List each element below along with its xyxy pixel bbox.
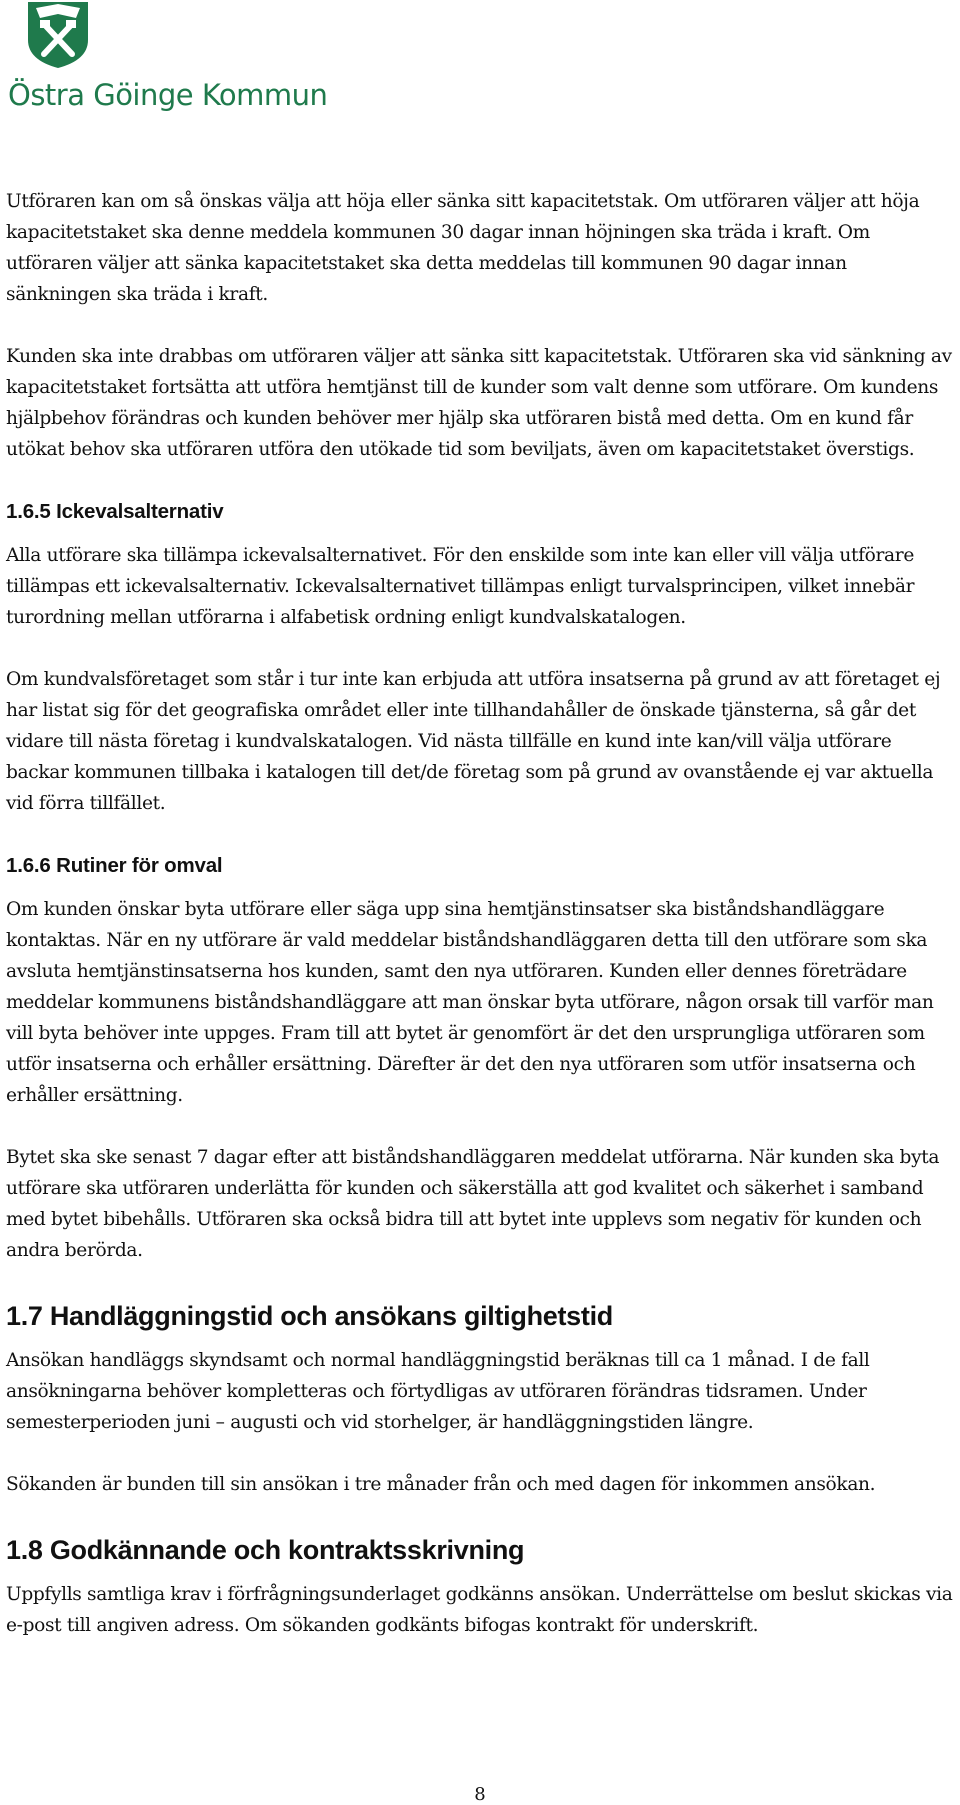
page-number: 8 (474, 1784, 486, 1805)
section-heading-1-7: 1.7 Handläggningstid och ansökans giltighetstid (6, 1301, 613, 1331)
section-heading-1-6-5: 1.6.5 Ickevalsalternativ (6, 500, 224, 523)
paragraph: Kunden ska inte drabbas om utföraren väljer att sänka sitt kapacitetstak. Utföraren ska vid sänkning av kapacitetstaket fortsätta att utföra hemtjänst till de kunder som valt denne som utförare. Om kundens hjälpbehov förändras och kunden behöver mer hjälp ska utföraren bistå med detta. Om en kund får utökat behov ska utföraren utföra den utökade tid som beviljats, även om kapacitetstaket överstigs. (6, 346, 952, 460)
org-name: Östra Göinge Kommun (8, 78, 328, 112)
paragraph: Alla utförare ska tillämpa ickevalsalternativet. För den enskilde som inte kan eller vill välja utförare tillämpas ett ickevalsalternativ. Ickevalsalternativet tillämpas enligt turvalsprincipen, vilket innebär turordning mellan utförarna i alfabetisk ordning enligt kundvalskatalogen. (6, 545, 915, 628)
paragraph: Om kunden önskar byta utförare eller säga upp sina hemtjänstinsatser ska biståndshandläggare kontaktas. När en ny utförare är vald meddelar biståndshandläggaren detta till den utförare som ska avsluta hemtjänstinsatserna hos kunden, samt den nya utföraren. Kunden eller dennes företrädare meddelar kommunens biståndshandläggare att man önskar byta utförare, någon orsak till varför man vill byta behöver inte uppges. Fram till att bytet är genomfört är det den ursprungliga utföraren som utför insatserna och erhåller ersättning. Därefter är det den nya utföraren som utför insatserna och erhåller ersättning. (6, 899, 934, 1106)
section-heading-1-6-6: 1.6.6 Rutiner för omval (6, 854, 223, 877)
paragraph: Sökanden är bunden till sin ansökan i tre månader från och med dagen för inkommen ansökan. (6, 1474, 876, 1495)
paragraph: Uppfylls samtliga krav i förfrågningsunderlaget godkänns ansökan. Underrättelse om beslut skickas via e-post till angiven adress. Om sökanden godkänts bifogas kontrakt för underskrift. (6, 1584, 953, 1636)
paragraph: Bytet ska ske senast 7 dagar efter att biståndshandläggaren meddelat utförarna. När kunden ska byta utförare ska utföraren underlätta för kunden och säkerställa att god kvalitet och säkerhet i samband med bytet bibehålls. Utföraren ska också bidra till att bytet inte upplevs som negativ för kunden och andra berörda. (6, 1147, 940, 1261)
coat-of-arms-icon (26, 0, 90, 70)
section-heading-1-8: 1.8 Godkännande och kontraktsskrivning (6, 1535, 525, 1565)
paragraph: Utföraren kan om så önskas välja att höja eller sänka sitt kapacitetstak. Om utföraren väljer att höja kapacitetstaket ska denne meddela kommunen 30 dagar innan höjningen ska träda i kraft. Om utföraren väljer att sänka kapacitetstaket ska detta meddelas till kommunen 90 dagar innan sänkningen ska träda i kraft. (6, 191, 920, 305)
document-body (6, 186, 956, 1672)
header-logo (8, 0, 328, 120)
paragraph: Ansökan handläggs skyndsamt och normal handläggningstid beräknas till ca 1 månad. I de fall ansökningarna behöver kompletteras och förtydligas av utföraren förändras tidsramen. Under semesterperioden juni – augusti och vid storhelger, är handläggningstiden längre. (6, 1350, 870, 1433)
paragraph: Om kundvalsföretaget som står i tur inte kan erbjuda att utföra insatserna på grund av att företaget ej har listat sig för det geografiska området eller inte tillhandahåller de önskade tjänsterna, så går det vidare till nästa företag i kundvalskatalogen. Vid nästa tillfälle en kund inte kan/vill välja utförare backar kommunen tillbaka i katalogen till det/de företag som på grund av ovanstående ej var aktuella vid förra tillfället. (6, 669, 941, 814)
